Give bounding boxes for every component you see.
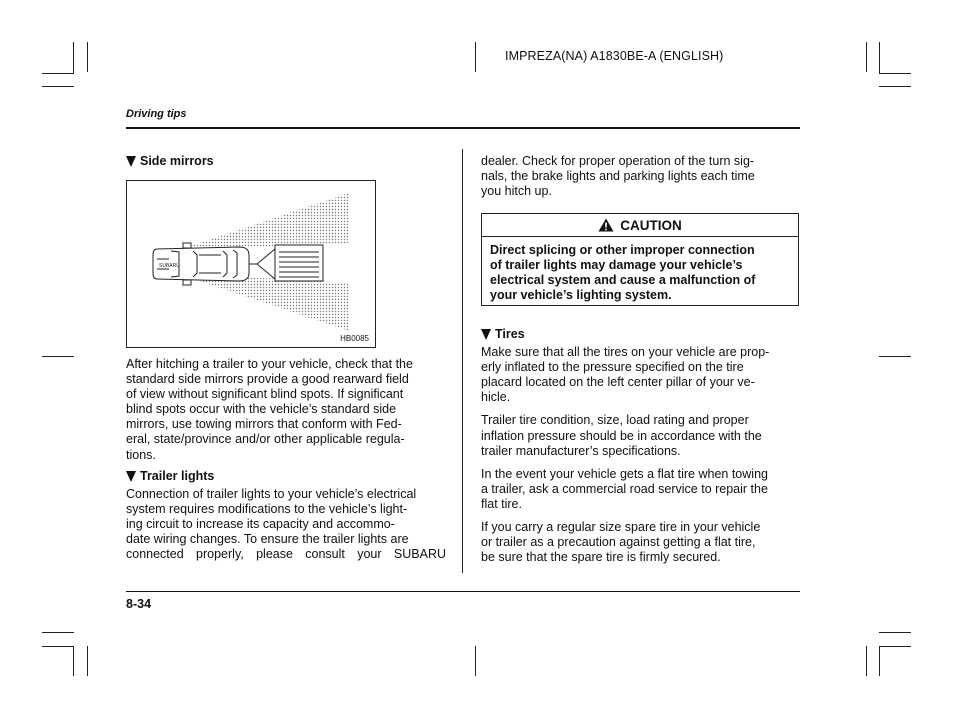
trailer-hitch bbox=[249, 249, 275, 279]
body-line: placard located on the left center pillar of your ve- bbox=[481, 375, 755, 390]
body-line: erly inflated to the pressure specified on the tire bbox=[481, 360, 744, 375]
column-divider bbox=[462, 149, 463, 573]
body-line: inflation pressure should be in accordance with the bbox=[481, 428, 762, 443]
caution-line: your vehicle’s lighting system. bbox=[490, 288, 672, 303]
tires-paragraph bbox=[481, 345, 800, 405]
body-line: In the event your vehicle gets a flat tire when towing bbox=[481, 466, 768, 481]
body-line: or trailer as a precaution against getting a flat tire, bbox=[481, 535, 756, 550]
section-title: Driving tips bbox=[126, 108, 187, 120]
body-line: standard side mirrors provide a good rearward field bbox=[126, 372, 409, 387]
body-line: tions. bbox=[126, 447, 156, 462]
warning-triangle-icon bbox=[598, 218, 614, 232]
tires-block bbox=[481, 327, 800, 565]
tires-paragraph bbox=[481, 467, 800, 512]
body-line: you hitch up. bbox=[481, 184, 552, 199]
trailer-lights-continued bbox=[481, 154, 800, 199]
trailer-icon bbox=[275, 245, 323, 281]
mirror-view-illustration bbox=[127, 181, 375, 347]
side-mirrors-heading: Side mirrors bbox=[126, 154, 446, 169]
svg-text:SUBARU: SUBARU bbox=[159, 263, 180, 269]
triangle-bullet-icon bbox=[481, 329, 491, 340]
side-mirrors-body bbox=[126, 357, 446, 463]
side-mirror-field-of-view-figure bbox=[126, 180, 376, 348]
body-line: ing circuit to increase its capacity and accommo- bbox=[126, 517, 395, 532]
caution-line: electrical system and cause a malfunction of bbox=[490, 273, 756, 288]
body-line: system requires modifications to the vehicle’s light- bbox=[126, 502, 408, 517]
body-line: trailer manufacturer’s specifications. bbox=[481, 443, 681, 458]
body-line: date wiring changes. To ensure the trailer lights are bbox=[126, 532, 409, 547]
upper-view-zone bbox=[182, 193, 349, 249]
caution-text bbox=[482, 237, 798, 303]
body-line: Make sure that all the tires on your vehicle are prop- bbox=[481, 345, 770, 360]
body-line: eral, state/province and/or other applicable regula- bbox=[126, 432, 405, 447]
body-line: After hitching a trailer to your vehicle, check that the bbox=[126, 357, 413, 371]
triangle-bullet-icon bbox=[126, 156, 136, 167]
footer-rule bbox=[126, 591, 800, 592]
page-number: 8-34 bbox=[126, 597, 152, 611]
trailer-lights-block bbox=[126, 469, 446, 563]
body-line: connected properly, please consult your SUBARU bbox=[126, 547, 446, 562]
body-line: Connection of trailer lights to your vehicle’s electrical bbox=[126, 487, 417, 502]
body-line: Trailer tire condition, size, load rating and proper bbox=[481, 413, 749, 428]
body-line: flat tire. bbox=[481, 496, 522, 511]
body-line: nals, the brake lights and parking lights each time bbox=[481, 169, 755, 184]
body-line: hicle. bbox=[481, 390, 511, 405]
side-mirrors-heading-block bbox=[126, 154, 446, 169]
header-rule bbox=[126, 127, 800, 129]
caution-line: Direct splicing or other improper connection bbox=[490, 243, 755, 257]
triangle-bullet-icon bbox=[126, 471, 136, 482]
caution-header bbox=[482, 214, 798, 237]
figure-id: HB0085 bbox=[340, 334, 369, 343]
body-line: a trailer, ask a commercial road service to repair the bbox=[481, 481, 768, 496]
body-line: of view without significant blind spots. If significant bbox=[126, 387, 404, 402]
caution-title: CAUTION bbox=[620, 217, 682, 233]
body-line: dealer. Check for proper operation of the turn sig- bbox=[481, 154, 755, 168]
body-line: If you carry a regular size spare tire in your vehicle bbox=[481, 520, 761, 535]
tires-heading: Tires bbox=[481, 327, 800, 342]
body-line: be sure that the spare tire is firmly secured. bbox=[481, 550, 721, 565]
body-line: blind spots occur with the vehicle’s standard side bbox=[126, 402, 397, 417]
tires-paragraph bbox=[481, 520, 800, 565]
caution-line: of trailer lights may damage your vehicle’s bbox=[490, 258, 743, 273]
body-line: mirrors, use towing mirrors that conform with Fed- bbox=[126, 417, 402, 432]
tires-paragraph bbox=[481, 413, 800, 458]
trailer-lights-heading: Trailer lights bbox=[126, 469, 446, 484]
caution-box bbox=[481, 213, 799, 306]
car-icon bbox=[153, 243, 249, 285]
document-code: IMPREZA(NA) A1830BE-A (ENGLISH) bbox=[505, 49, 724, 63]
lower-view-zone bbox=[182, 275, 349, 331]
